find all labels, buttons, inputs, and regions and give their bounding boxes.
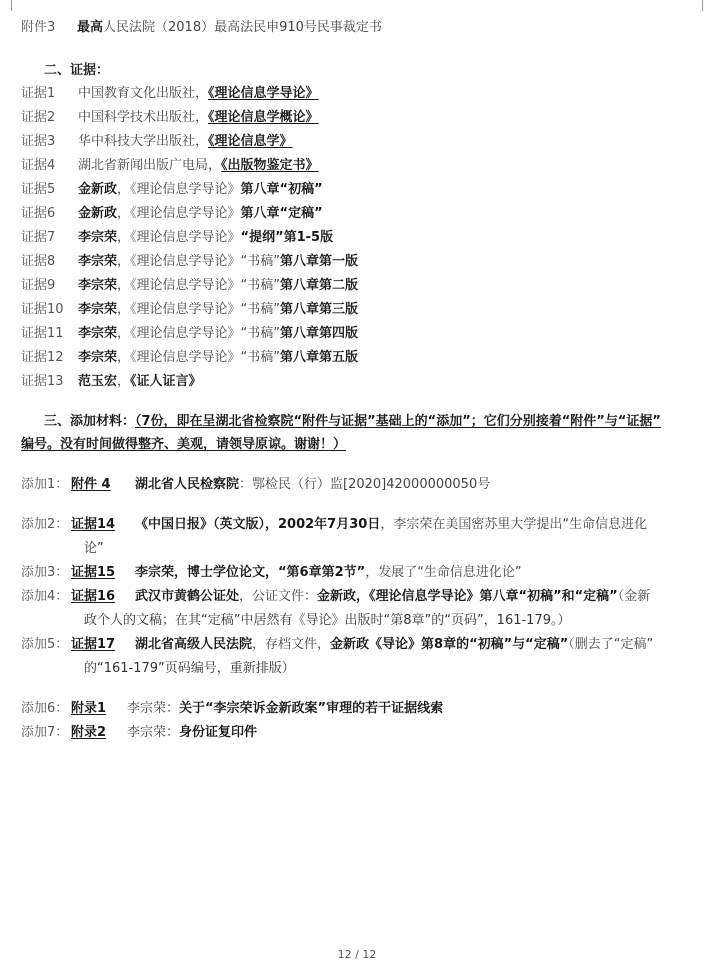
addition-row <box>21 516 647 534</box>
page-corner-mark-right <box>702 0 714 11</box>
addition-ref: 证据14 <box>71 517 116 532</box>
section-3-heading-line <box>44 413 661 431</box>
evidence-row <box>21 301 358 319</box>
evidence-row <box>21 133 293 151</box>
evidence-chapter: 《证人证言》 <box>130 374 202 389</box>
evidence-work: ，《理论信息学导论》“书稿” <box>117 254 280 269</box>
addition-label: 添加4： <box>21 589 69 604</box>
addition-text: ，存档文件， <box>252 637 331 652</box>
evidence-work: ，《理论信息学导论》“书稿” <box>117 326 280 341</box>
addition-source: 李宗荣，博士学位论文，“第6章第2节” <box>135 565 366 580</box>
addition-ref: 附录1 <box>71 701 107 716</box>
page-number: 12 / 12 <box>337 948 377 961</box>
addition-ref: 证据16 <box>71 589 116 604</box>
addition-label: 添加2： <box>21 517 69 532</box>
addition-text: ，李宗荣在美国密苏里大学提出“生命信息进化 <box>380 517 648 532</box>
evidence-chapter: 第八章第四版 <box>280 326 359 341</box>
evidence-author: 李宗荣 <box>78 230 118 245</box>
evidence-publisher: 湖北省新闻出版广电局， <box>78 158 222 173</box>
addition-author: 李宗荣： <box>127 725 180 740</box>
section-3-heading: 三、添加材料： <box>44 414 136 429</box>
evidence-row <box>21 253 358 271</box>
attachment-court-bold: 最高 <box>77 20 104 35</box>
evidence-chapter: 第八章第五版 <box>280 350 359 365</box>
evidence-chapter: 第八章“定稿” <box>240 206 323 221</box>
evidence-author: 金新政 <box>78 182 118 197</box>
addition-row <box>21 564 522 582</box>
evidence-work: ，《理论信息学导论》“书稿” <box>117 302 280 317</box>
evidence-label: 证据8 <box>21 254 56 269</box>
evidence-publisher: 中国科学技术出版社， <box>78 110 209 125</box>
evidence-row <box>21 229 333 247</box>
addition-label: 添加1： <box>21 477 69 492</box>
addition-ref: 证据15 <box>71 565 116 580</box>
addition-label: 添加6： <box>21 701 69 716</box>
evidence-author: 金新政 <box>78 206 118 221</box>
addition-title: 关于“李宗荣诉金新政案”审理的若干证据线索 <box>179 701 444 716</box>
evidence-chapter: 第八章第三版 <box>280 302 359 317</box>
evidence-work: ， <box>117 374 131 389</box>
addition-ref: 附录2 <box>71 725 107 740</box>
addition-label: 添加3： <box>21 565 69 580</box>
evidence-author: 范玉宏 <box>78 374 118 389</box>
addition-ref: 证据17 <box>71 637 116 652</box>
addition-author: 李宗荣： <box>127 701 180 716</box>
evidence-row <box>21 181 323 199</box>
evidence-author: 李宗荣 <box>78 302 118 317</box>
evidence-work: ，《理论信息学导论》 <box>117 230 241 245</box>
evidence-title: 《出版物鉴定书》 <box>221 158 319 173</box>
evidence-row <box>21 325 358 343</box>
addition-label: 添加7： <box>21 725 69 740</box>
section-3-note-line2: 编号。没有时间做得整齐、美观，请领导原谅。谢谢！） <box>21 437 347 452</box>
evidence-work: ，《理论信息学导论》 <box>117 206 241 221</box>
addition-row <box>21 700 443 718</box>
addition-text-tail: （删去了“定稿” <box>568 637 654 652</box>
addition-org: 湖北省人民检察院 <box>135 477 240 492</box>
evidence-author: 李宗荣 <box>78 254 118 269</box>
evidence-chapter: 第八章第二版 <box>280 278 359 293</box>
addition-row <box>21 588 650 606</box>
evidence-publisher: 中国教育文化出版社， <box>78 86 209 101</box>
evidence-chapter: “提纲”第1-5版 <box>240 230 334 245</box>
addition-cont: 论” <box>84 541 104 556</box>
addition-text-tail: （金新 <box>617 589 651 604</box>
addition-source: 《中国日报》（英文版），2002年7月30日 <box>135 517 381 532</box>
evidence-title: 《理论信息学导论》 <box>208 86 319 101</box>
addition-label: 添加5： <box>21 637 69 652</box>
evidence-title: 《理论信息学概论》 <box>208 110 319 125</box>
addition-cont: 的“161-179”页码编号，重新排版） <box>84 661 295 676</box>
evidence-row <box>21 373 202 391</box>
addition-doc: 金新政，《理论信息学导论》第八章“初稿”和“定稿” <box>317 589 618 604</box>
evidence-row <box>21 157 319 175</box>
evidence-work: ，《理论信息学导论》 <box>117 182 241 197</box>
evidence-row <box>21 109 319 127</box>
evidence-label: 证据3 <box>21 134 56 149</box>
addition-text: ，公证文件： <box>239 589 318 604</box>
attachment-label: 附件3 <box>21 20 56 35</box>
evidence-label: 证据13 <box>21 374 64 389</box>
evidence-publisher: 华中科技大学出版社， <box>78 134 209 149</box>
evidence-label: 证据10 <box>21 302 64 317</box>
addition-doc: 金新政《导论》第8章的“初稿”与“定稿” <box>330 637 569 652</box>
addition-cont: 政个人的文稿；在其“定稿”中居然有《导论》出版时“第8章”的“页码”，161-179。） <box>84 613 571 628</box>
addition-row <box>21 724 257 742</box>
evidence-row <box>21 85 319 103</box>
evidence-work: ，《理论信息学导论》“书稿” <box>117 350 280 365</box>
evidence-author: 李宗荣 <box>78 350 118 365</box>
evidence-label: 证据2 <box>21 110 56 125</box>
addition-row <box>21 476 490 494</box>
addition-source: 武汉市黄鹤公证处 <box>135 589 240 604</box>
evidence-work: ，《理论信息学导论》“书稿” <box>117 278 280 293</box>
addition-text: ，发展了“生命信息进化论” <box>365 565 522 580</box>
evidence-author: 李宗荣 <box>78 326 118 341</box>
section-3-note-cont <box>21 436 346 454</box>
evidence-row <box>21 277 358 295</box>
evidence-row <box>21 349 358 367</box>
evidence-label: 证据1 <box>21 86 56 101</box>
evidence-label: 证据11 <box>21 326 64 341</box>
evidence-label: 证据12 <box>21 350 64 365</box>
evidence-label: 证据6 <box>21 206 56 221</box>
page-corner-mark-left <box>0 0 12 11</box>
evidence-label: 证据5 <box>21 182 56 197</box>
evidence-label: 证据4 <box>21 158 56 173</box>
addition-ref: 附件 4 <box>71 477 111 492</box>
addition-row <box>21 636 653 654</box>
evidence-chapter: 第八章“初稿” <box>240 182 323 197</box>
evidence-label: 证据9 <box>21 278 56 293</box>
attachment-3-line <box>21 19 382 37</box>
evidence-chapter: 第八章第一版 <box>280 254 359 269</box>
section-3-note: （7份，即在呈湖北省检察院“附件与证据”基础上的“添加”；它们分别接着“附件”与“证据” <box>135 414 661 429</box>
section-2-heading: 二、证据： <box>44 63 110 78</box>
addition-source: 湖北省高级人民法院 <box>135 637 253 652</box>
evidence-row <box>21 205 323 223</box>
evidence-title: 《理论信息学》 <box>208 134 293 149</box>
attachment-text: 人民法院（2018）最高法民申910号民事裁定书 <box>103 20 382 35</box>
addition-title: 身份证复印件 <box>179 725 258 740</box>
evidence-author: 李宗荣 <box>78 278 118 293</box>
addition-text: ：鄂检民（行）监[2020]42000000050号 <box>239 477 491 492</box>
evidence-label: 证据7 <box>21 230 56 245</box>
